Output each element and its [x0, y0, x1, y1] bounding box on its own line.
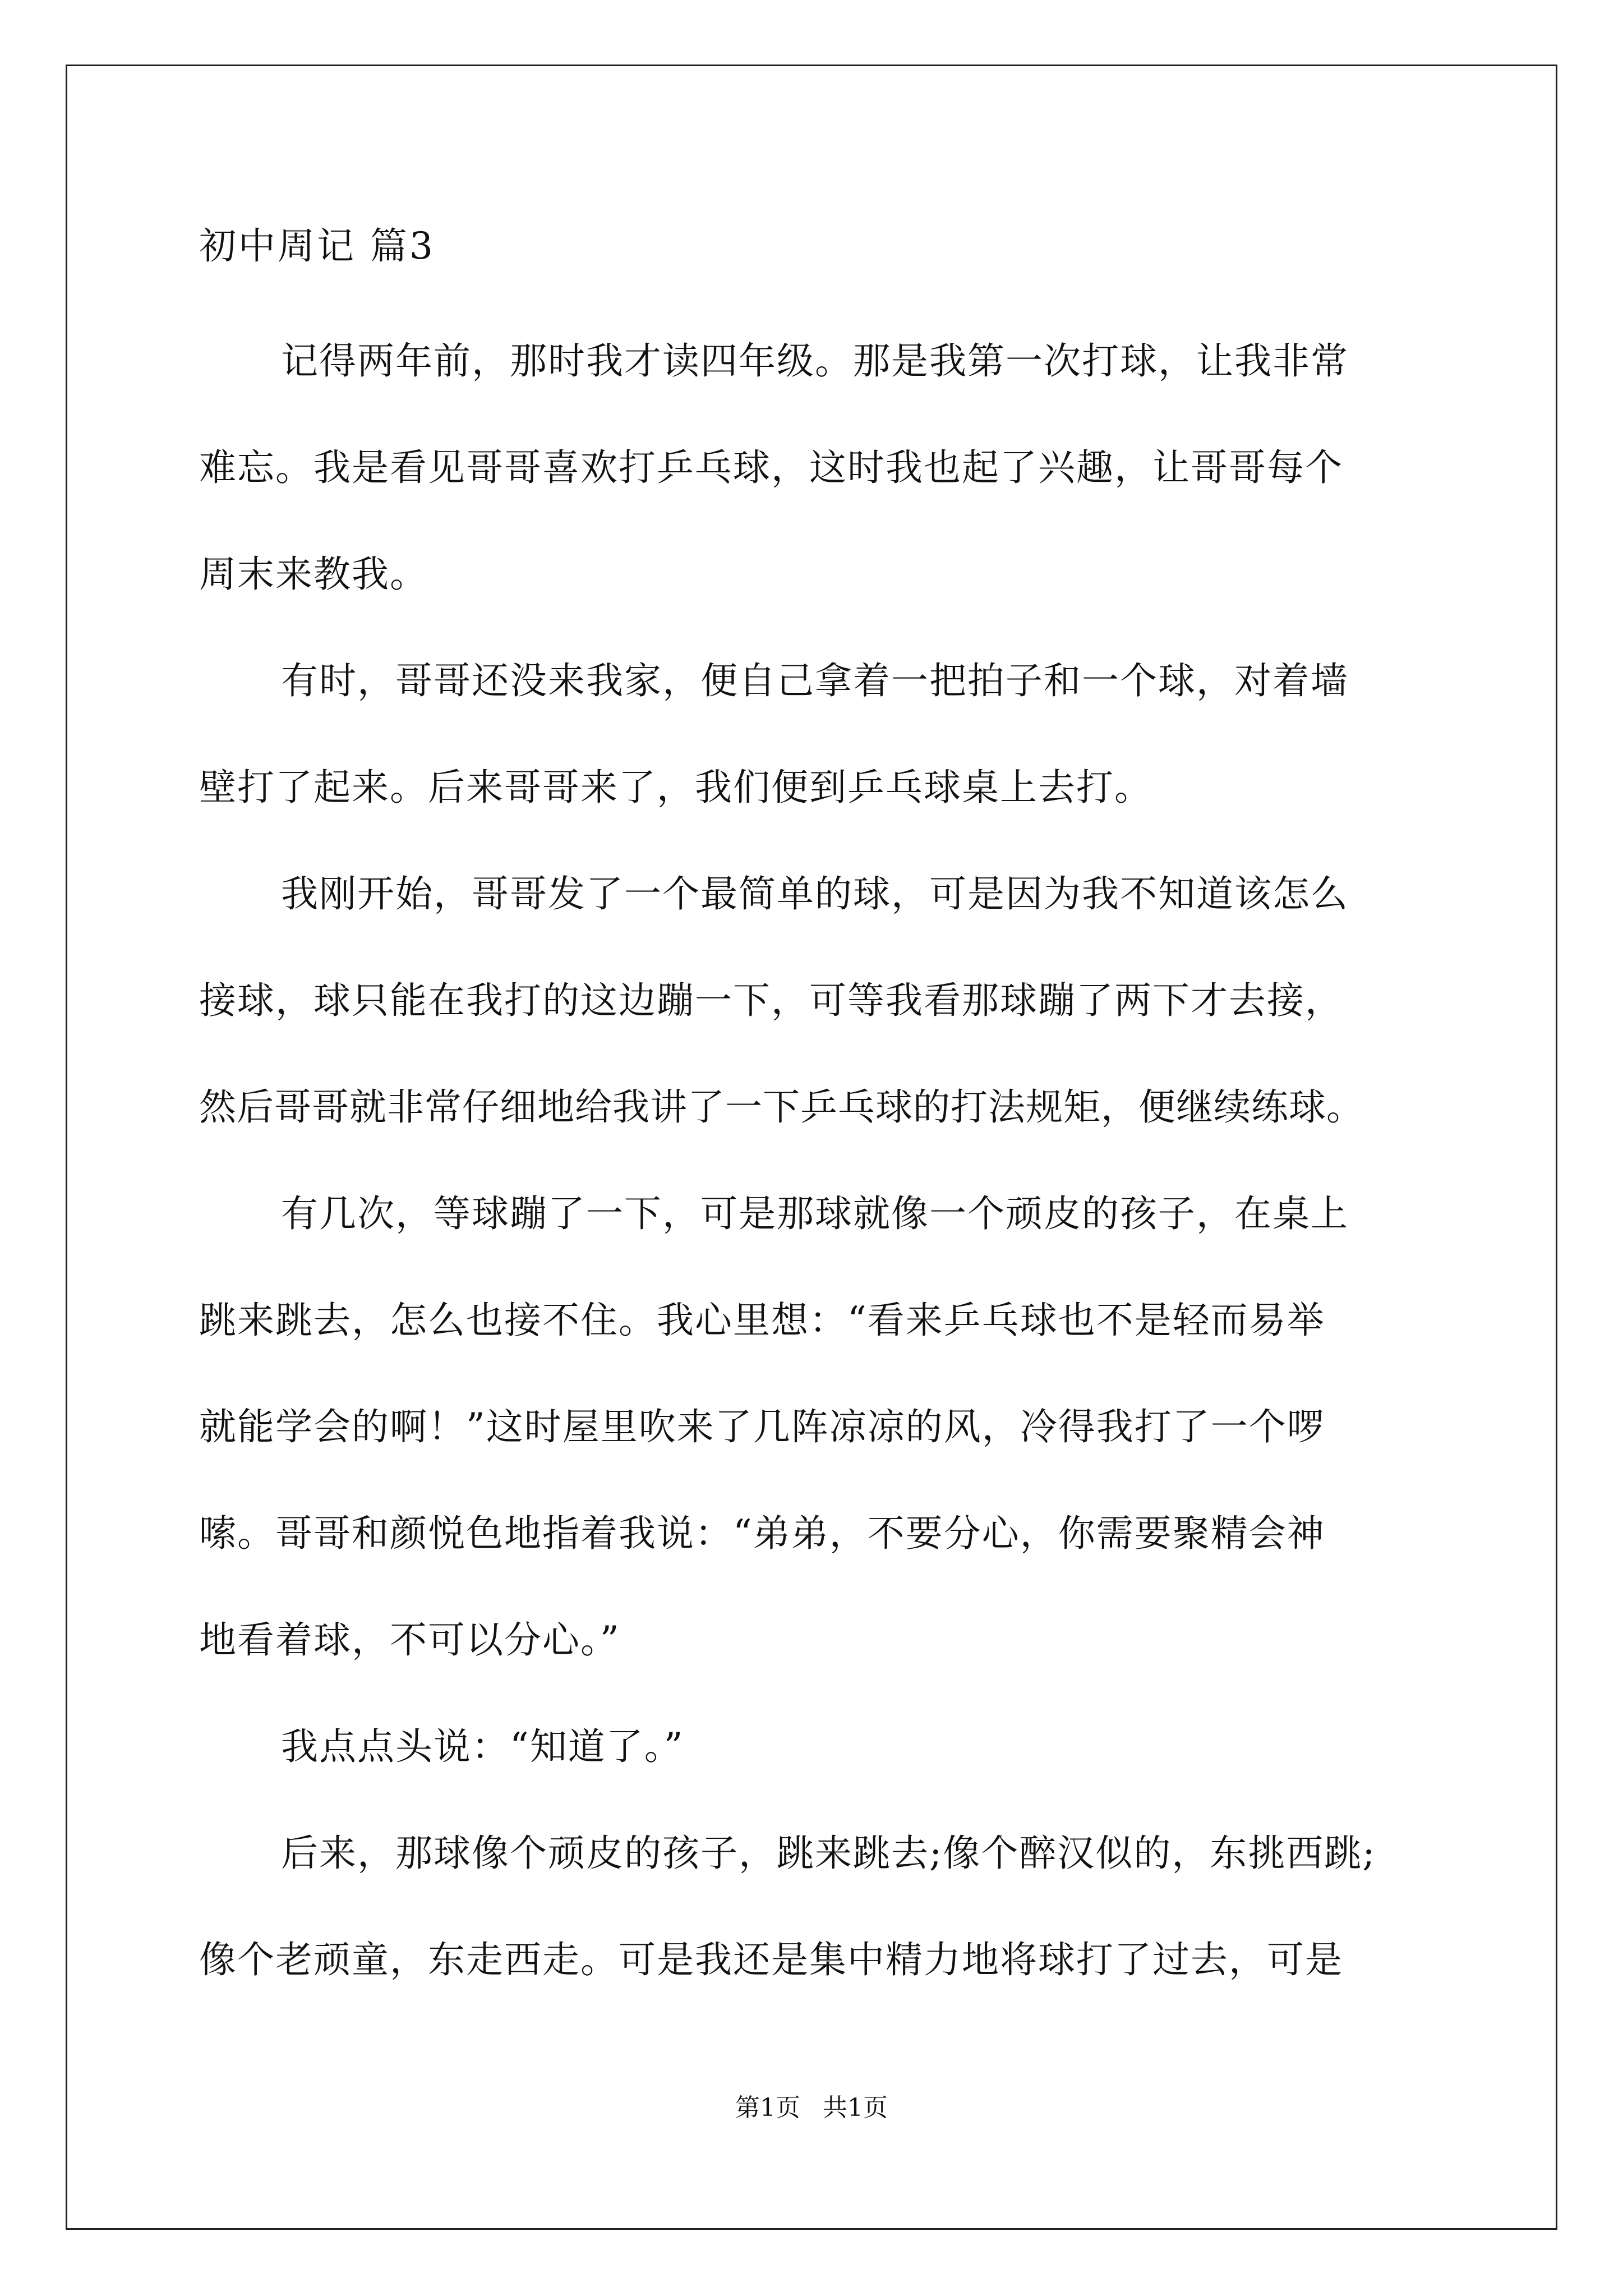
text-line: 难忘。我是看见哥哥喜欢打乒乓球，这时我也起了兴趣，让哥哥每个 — [199, 446, 1343, 489]
paragraph-1 — [199, 308, 1433, 628]
document-body — [199, 222, 1433, 2013]
text-line: 然后哥哥就非常仔细地给我讲了一下乒乓球的打法规矩，便继续练球。 — [199, 1085, 1364, 1129]
paragraph-2 — [199, 628, 1433, 841]
page-number-current: 第1页 — [735, 2093, 800, 2122]
text-line: 周末来教我。 — [199, 553, 428, 596]
text-line: 记得两年前，那时我才读四年级。那是我第一次打球，让我非常 — [281, 339, 1349, 383]
text-line: 有时，哥哥还没来我家，便自己拿着一把拍子和一个球，对着墙 — [281, 659, 1349, 702]
paragraph-5 — [199, 1694, 1433, 1800]
text-line: 就能学会的啊！”这时屋里吹来了几阵凉凉的风，冷得我打了一个啰 — [199, 1405, 1325, 1448]
document-title: 初中周记 篇3 — [199, 224, 435, 268]
text-line: 地看着球，不可以分心。” — [199, 1618, 620, 1662]
paragraph-6 — [199, 1800, 1433, 2013]
text-line: 跳来跳去，怎么也接不住。我心里想：“看来乒乓球也不是轻而易举 — [199, 1299, 1325, 1342]
text-line: 嗦。哥哥和颜悦色地指着我说：“弟弟，不要分心，你需要聚精会神 — [199, 1512, 1325, 1555]
paragraph-4 — [199, 1161, 1433, 1694]
text-line: 接球，球只能在我打的这边蹦一下，可等我看那球蹦了两下才去接， — [199, 979, 1343, 1022]
page-number-total: 共1页 — [823, 2093, 888, 2122]
text-line: 我点点头说：“知道了。” — [281, 1725, 684, 1768]
text-line: 壁打了起来。后来哥哥来了，我们便到乒乓球桌上去打。 — [199, 766, 1152, 809]
paragraph-3 — [199, 841, 1433, 1161]
text-line: 有几次，等球蹦了一下，可是那球就像一个顽皮的孩子，在桌上 — [281, 1192, 1349, 1235]
text-line: 后来，那球像个顽皮的孩子，跳来跳去;像个醉汉似的，东挑西跳; — [281, 1832, 1376, 1875]
text-line: 我刚开始，哥哥发了一个最简单的球，可是因为我不知道该怎么 — [281, 872, 1349, 915]
text-line: 像个老顽童，东走西走。可是我还是集中精力地将球打了过去，可是 — [199, 1938, 1343, 1981]
page-footer — [0, 2092, 1623, 2124]
